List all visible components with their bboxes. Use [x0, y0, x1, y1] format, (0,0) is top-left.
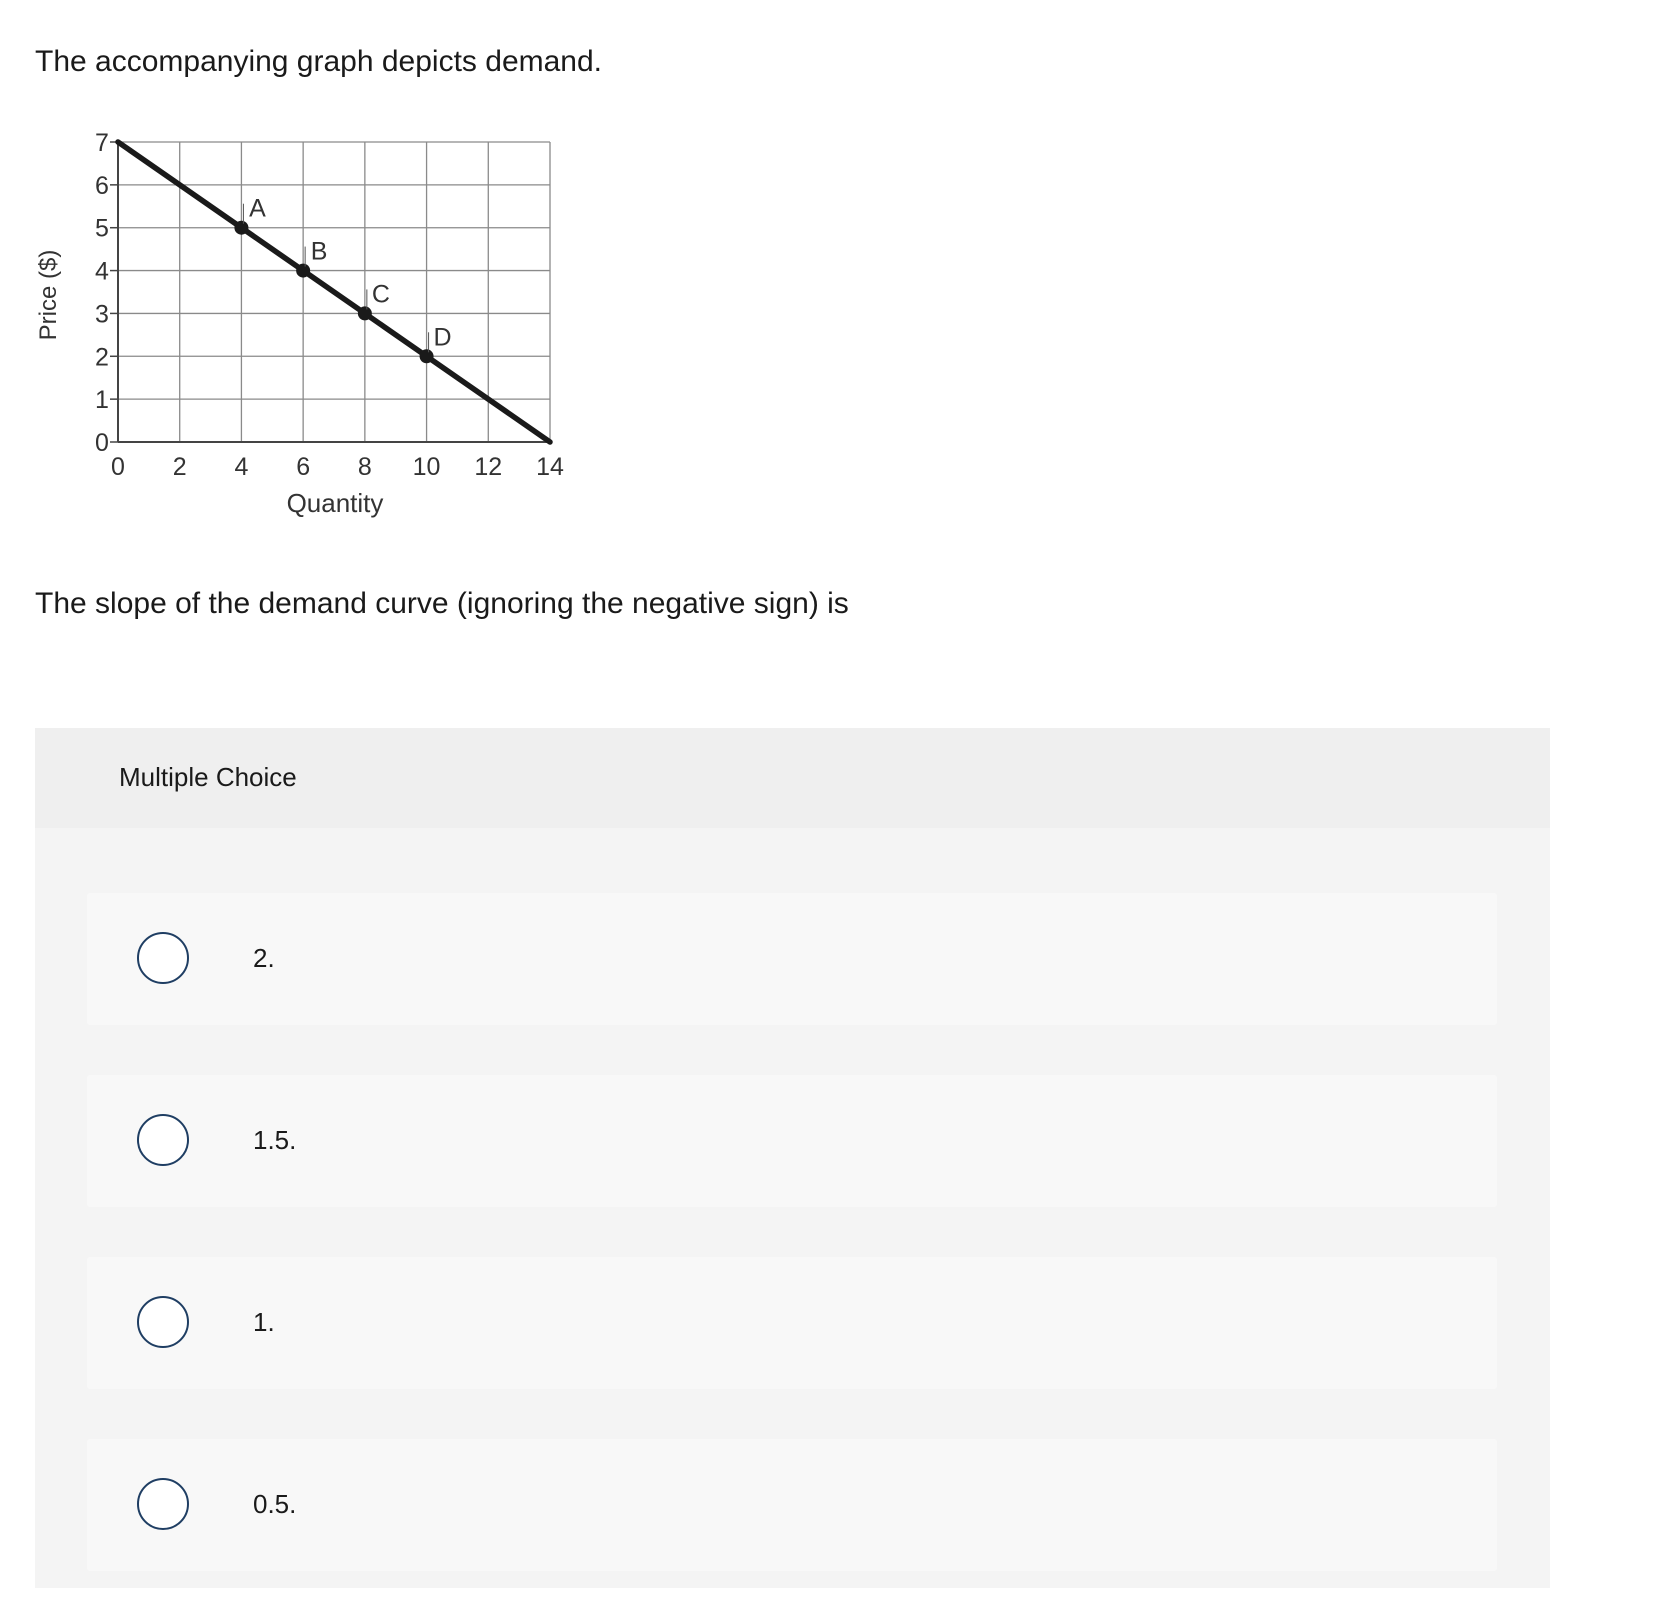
chart-ticks: [95, 129, 564, 481]
x-tick-label-0: 0: [111, 453, 125, 481]
y-tick-label-3: 3: [95, 300, 109, 329]
x-tick-label-12: 12: [474, 453, 503, 481]
y-tick-label-5: 5: [95, 214, 109, 243]
y-tick-label-1: 1: [95, 386, 109, 415]
y-tick-label-7: 7: [95, 129, 109, 157]
choice-label-2: 1.5.: [253, 1125, 297, 1155]
chart-series: [118, 142, 550, 442]
point-c: [358, 306, 372, 320]
point-a: [234, 221, 248, 235]
choice-option-3[interactable]: [87, 1257, 1497, 1389]
multiple-choice-panel: [35, 728, 1550, 1588]
x-tick-label-4: 4: [234, 453, 249, 481]
y-tick-label-4: 4: [95, 257, 109, 286]
demand-curve: [118, 142, 550, 442]
point-label-d: D: [433, 323, 452, 352]
y-axis-label: Price ($): [35, 249, 62, 341]
multiple-choice-header: [35, 728, 1550, 828]
point-label-b: B: [310, 237, 328, 266]
choice-option-1[interactable]: [87, 893, 1497, 1025]
y-tick-label-0: 0: [95, 429, 109, 457]
chart-points: [234, 195, 451, 364]
choice-label-3: 1.: [253, 1307, 275, 1337]
demand-chart: [28, 115, 588, 535]
point-d: [420, 349, 434, 363]
x-tick-label-14: 14: [536, 453, 564, 481]
radio-button-2[interactable]: [137, 1114, 189, 1166]
x-tick-label-8: 8: [357, 453, 372, 481]
choice-option-4[interactable]: [87, 1439, 1497, 1571]
point-label-c: C: [371, 280, 390, 309]
choice-label-1: 2.: [253, 943, 275, 973]
radio-button-4[interactable]: [137, 1478, 189, 1530]
question-intro: The accompanying graph depicts demand.: [35, 45, 603, 78]
choice-option-2[interactable]: [87, 1075, 1497, 1207]
y-tick-label-6: 6: [95, 171, 109, 200]
x-tick-label-2: 2: [172, 453, 187, 481]
multiple-choice-title: Multiple Choice: [119, 762, 297, 792]
radio-button-3[interactable]: [137, 1296, 189, 1348]
x-tick-label-6: 6: [296, 453, 311, 481]
x-tick-label-10: 10: [412, 453, 441, 481]
question-prompt: The slope of the demand curve (ignoring the negative sign) is: [35, 587, 849, 620]
y-tick-label-2: 2: [95, 343, 109, 372]
choice-label-4: 0.5.: [253, 1489, 297, 1519]
point-b: [296, 264, 310, 278]
radio-button-1[interactable]: [137, 932, 189, 984]
x-axis-label: Quantity: [286, 488, 384, 518]
point-label-a: A: [249, 194, 266, 223]
